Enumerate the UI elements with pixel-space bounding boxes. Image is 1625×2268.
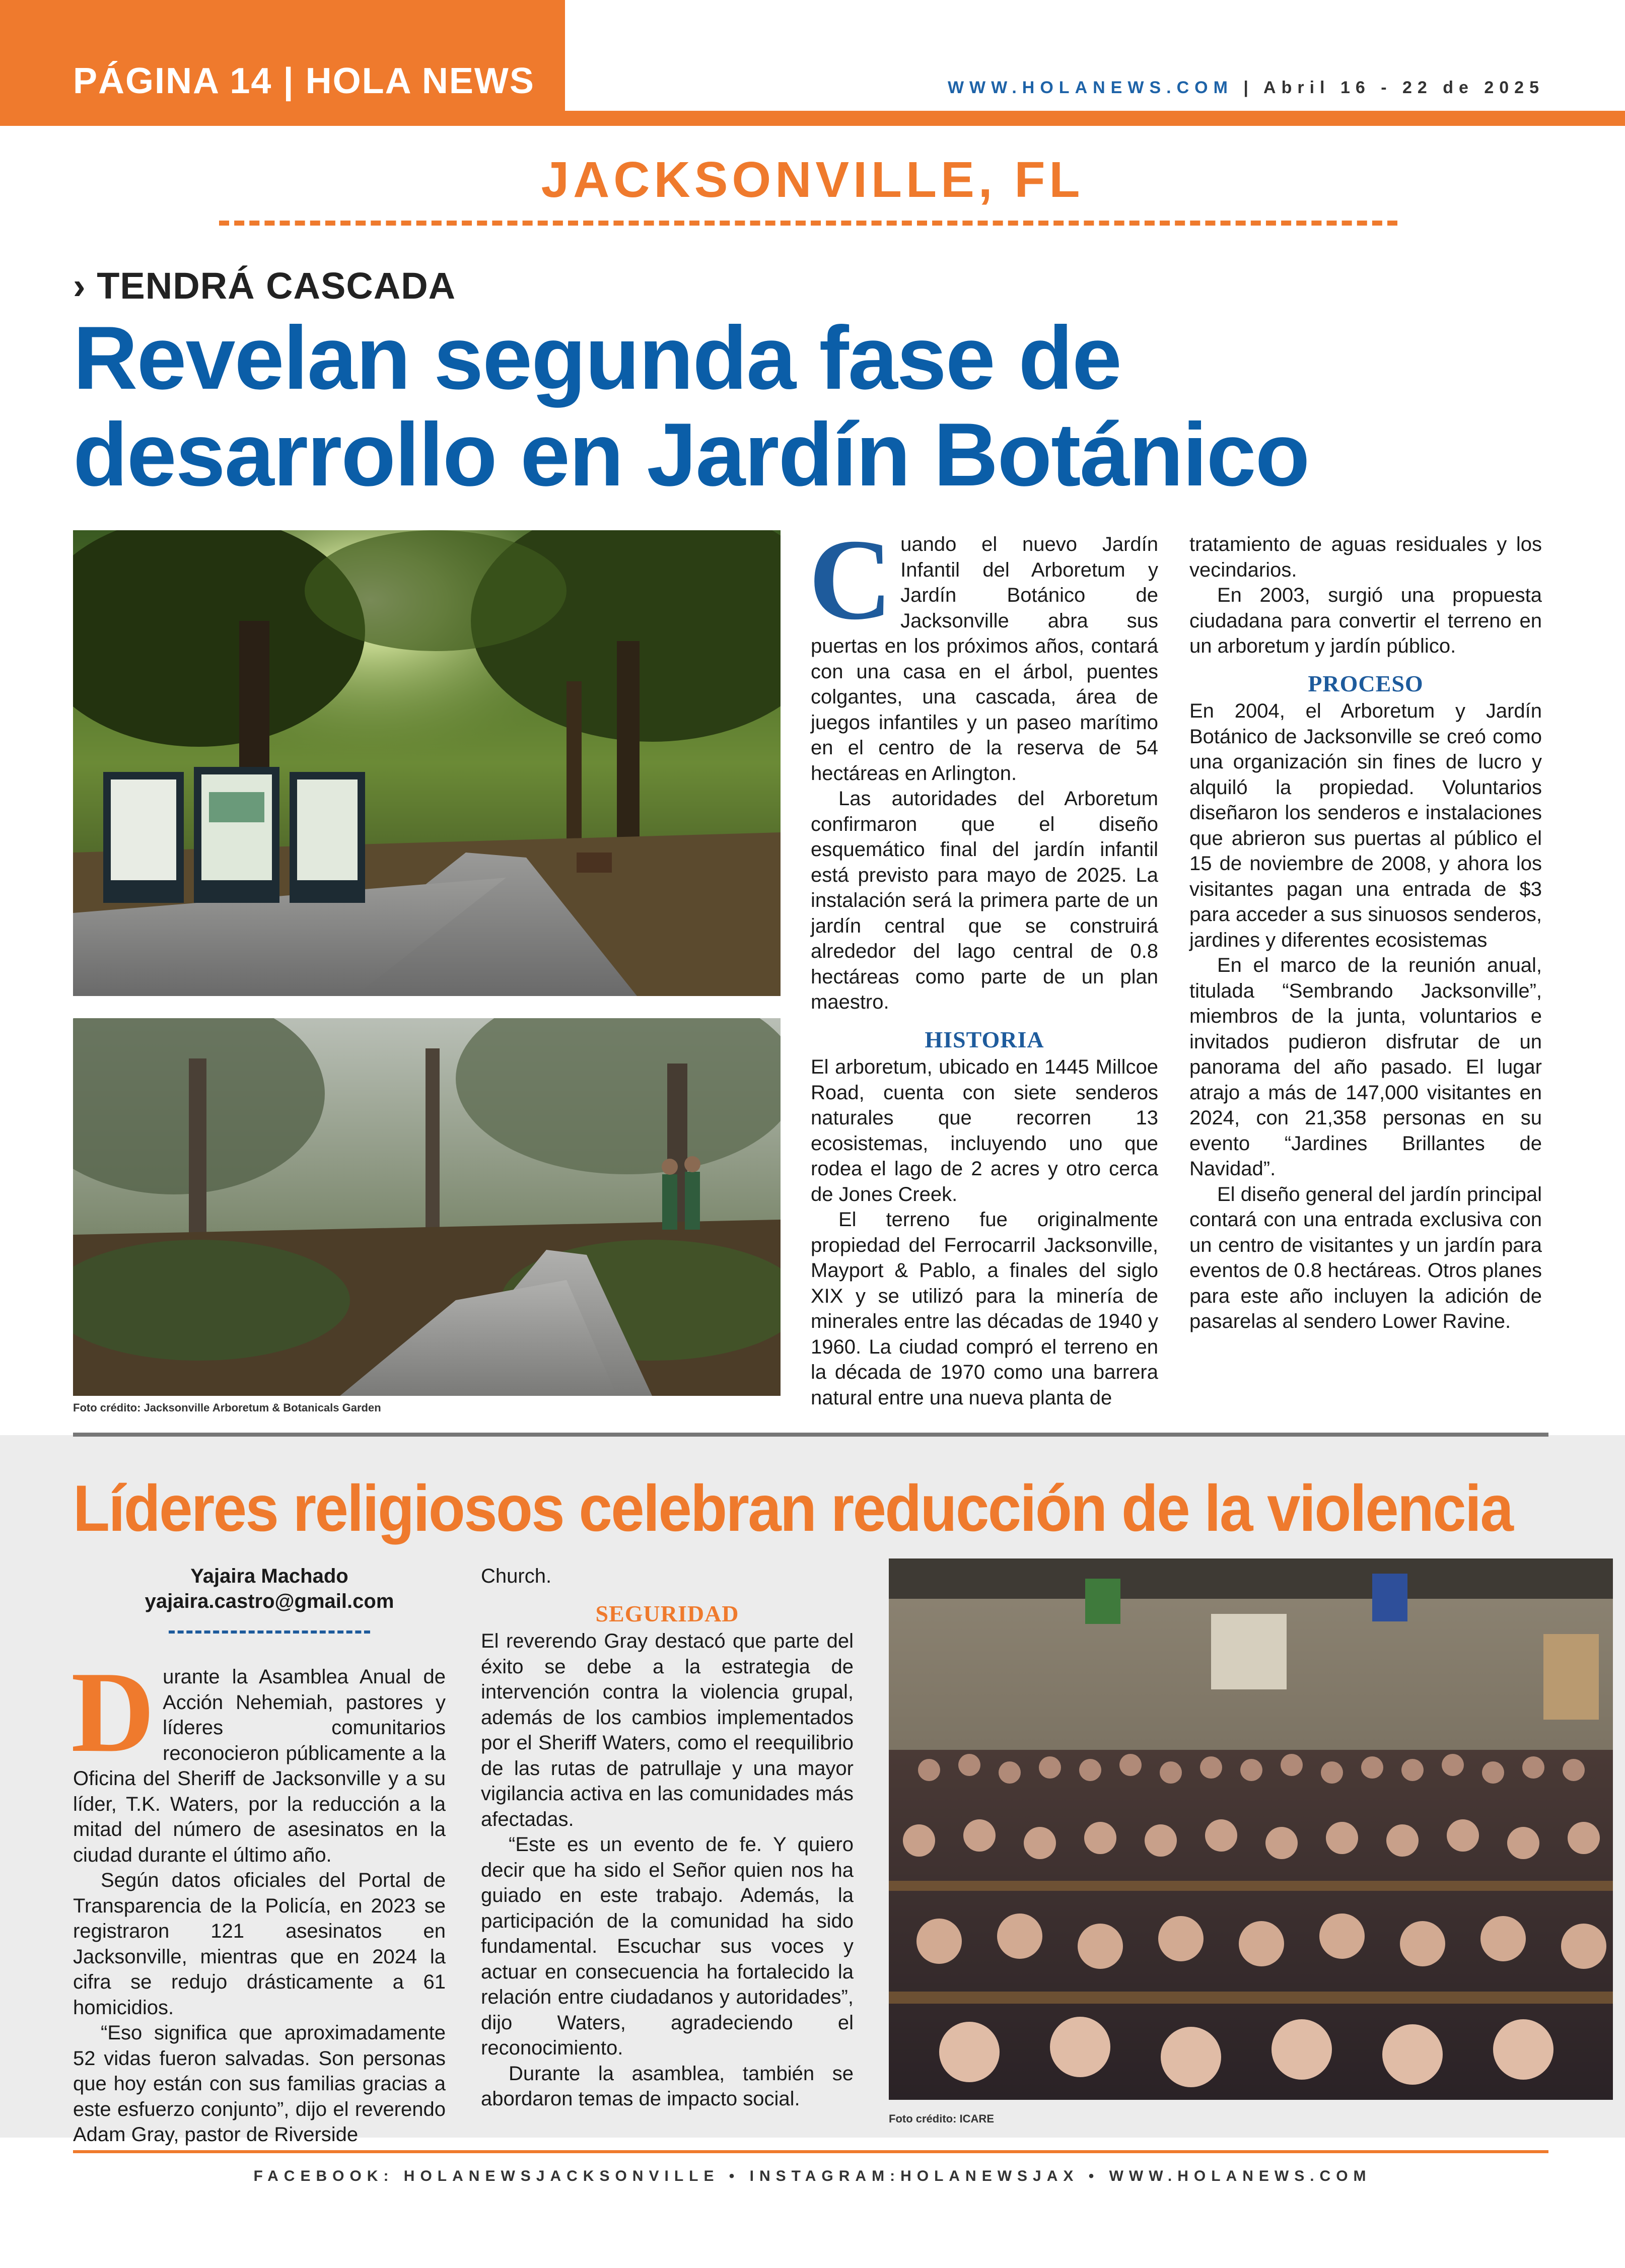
paragraph: tratamiento de aguas residuales y los vecindarios. <box>1189 533 1542 581</box>
photo-credit: Foto crédito: ICARE <box>889 2112 994 2125</box>
header-separator: | <box>1233 78 1264 97</box>
footer-rule <box>73 2150 1548 2153</box>
author-name: Yajaira Machado <box>190 1565 348 1587</box>
byline-divider <box>169 1631 370 1634</box>
subhead-historia: HISTORIA <box>925 1026 1044 1052</box>
paragraph: En el marco de la reunión anual, titulada “Sembrando Jacksonville”, miembros de la junta, voluntarios e invitados pudieron disfrutar de un panorama del año pasado. El lugar atrajo a más de 147,000 visitantes en 2024, con 21,358 personas en su evento “Jardines Brillantes de Navidad”. <box>1189 954 1542 1180</box>
paragraph: Church. <box>481 1565 552 1587</box>
issue-date: Abril 16 - 22 de 2025 <box>1263 78 1544 97</box>
article1-column-2 <box>1189 532 1542 1334</box>
arboretum-trail-photo <box>73 1018 781 1396</box>
subhead-seguridad: SEGURIDAD <box>595 1600 739 1626</box>
article1-column-1 <box>809 515 1158 1410</box>
article-headline <box>73 310 1584 503</box>
paragraph: El reverendo Gray destacó que parte del éxito se debe a la estrategia de intervención contra la violencia grupal, además de los cambios implementados por el Sheriff Waters, como el reequilibrio de las rutas de patrullaje y una mayor vigilancia activa en las comunidades más afectadas. <box>481 1630 854 1830</box>
paragraph: uando el nuevo Jardín Infantil del Arboretum y Jardín Botánico de Jacksonville abra sus puertas en los próximos años, contará con una casa en el árbol, puentes colgantes, una cascada, área de juegos infantiles y un paseo marítimo en el centro de la reserva de 54 hectáreas en Arlington. <box>811 533 1158 785</box>
drop-cap: C <box>809 515 893 644</box>
assembly-photo <box>889 1558 1613 2100</box>
header-rule <box>0 111 1625 126</box>
article-divider <box>73 1433 1548 1437</box>
paragraph: “Eso significa que aproximadamente 52 vidas fueron salvadas. Son personas que hoy están con sus familias gracias a este esfuerzo conjunto”, dijo el reverendo Adam Gray, pastor de Riverside <box>73 2022 446 2146</box>
photo-credit: Foto crédito: Jacksonville Arboretum & Botanicals Garden <box>73 1401 381 1414</box>
section-divider <box>219 221 1397 226</box>
article2-headline: Líderes religiosos celebran reducción de la violencia <box>73 1471 1513 1545</box>
drop-cap: D <box>71 1648 155 1776</box>
paragraph: El diseño general del jardín principal contará con una entrada exclusiva con un centro de visitantes y un jardín para eventos de 0.8 hectáreas. Otros planes para este año incluyen la adición de pasarelas al sendero Lower Ravine. <box>1189 1183 1542 1332</box>
article2-column-1 <box>71 1648 446 2148</box>
headline-line-2: desarrollo en Jardín Botánico <box>73 404 1309 505</box>
paragraph: Según datos oficiales del Portal de Transparencia de la Policía, en 2023 se registraron 121 asesinatos en Jacksonville, mientras que en 2024 la cifra se redujo drásticamente a 61 homicidios. <box>73 1869 446 2019</box>
arboretum-entrance-photo <box>73 530 781 996</box>
article2-column-2 <box>481 1564 854 2112</box>
site-link[interactable]: WWW.HOLANEWS.COM <box>947 78 1233 97</box>
paragraph: El terreno fue originalmente propiedad del Ferrocarril Jacksonville, Mayport & Pablo, a finales del siglo XIX y se utilizó para la minería de minerales entre las décadas de 1940 y 1960. La ciudad compró el terreno en la década de 1970 como una barrera natural entre una nueva planta de <box>811 1209 1158 1409</box>
page-label: PÁGINA 14 | HOLA NEWS <box>73 61 535 101</box>
paragraph: En 2003, surgió una propuesta ciudadana para convertir el terreno en un arboretum y jardín público. <box>1189 584 1542 657</box>
author-email[interactable]: yajaira.castro@gmail.com <box>145 1590 394 1612</box>
subhead-proceso: PROCESO <box>1308 670 1424 696</box>
article-kicker: › TENDRÁ CASCADA <box>73 265 456 307</box>
footer-social: FACEBOOK: HOLANEWSJACKSONVILLE • INSTAGRAM:HOLANEWSJAX • WWW.HOLANEWS.COM <box>253 2168 1372 2184</box>
paragraph: Las autoridades del Arboretum confirmaron que el diseño esquemático final del jardín infantil está previsto para mayo de 2025. La instalación será la primera parte de un jardín central que se construirá alrededor del lago central de 0.8 hectáreas como parte de un plan maestro. <box>811 788 1158 1013</box>
paragraph: Durante la asamblea, también se abordaron temas de impacto social. <box>481 2062 854 2110</box>
section-title: JACKSONVILLE, FL <box>541 152 1084 208</box>
paragraph: El arboretum, ubicado en 1445 Millcoe Road, cuenta con siete senderos naturales que recorren 13 ecosistemas, incluyendo uno que rodea el lago de 2 acres y otro cerca de Jones Creek. <box>811 1056 1158 1206</box>
header-site-date <box>948 78 1544 98</box>
paragraph: urante la Asamblea Anual de Acción Nehemiah, pastores y líderes comunitarios reconocieron públicamente a la Oficina del Sheriff de Jacksonville y a su líder, T.K. Waters, por la reducción a la mitad del número de asesinatos en la ciudad durante el último año. <box>73 1666 446 1866</box>
page-header-tab <box>0 0 565 116</box>
paragraph: En 2004, el Arboretum y Jardín Botánico de Jacksonville se creó como una organización sin fines de lucro y alquiló la propiedad. Voluntarios diseñaron los senderos e instalaciones que abrieron sus puertas al público el 15 de noviembre de 2008, y ahora los visitantes pagan una entrada de $3 para acceder a sus sinuosos senderos, jardines y diferentes ecosistemas <box>1189 700 1542 951</box>
byline <box>73 1564 466 1614</box>
paragraph: “Este es un evento de fe. Y quiero decir que ha sido el Señor quien nos ha guiado en este trabajo. Además, la participación de la comunidad ha sido fundamental. Escuchar sus voces y actuar en consecuencia ha fortalecido la relación entre ciudadanos y autoridades”, dijo Waters, agradeciendo el reconocimiento. <box>481 1833 854 2059</box>
headline-line-1: Revelan segunda fase de <box>73 308 1121 408</box>
